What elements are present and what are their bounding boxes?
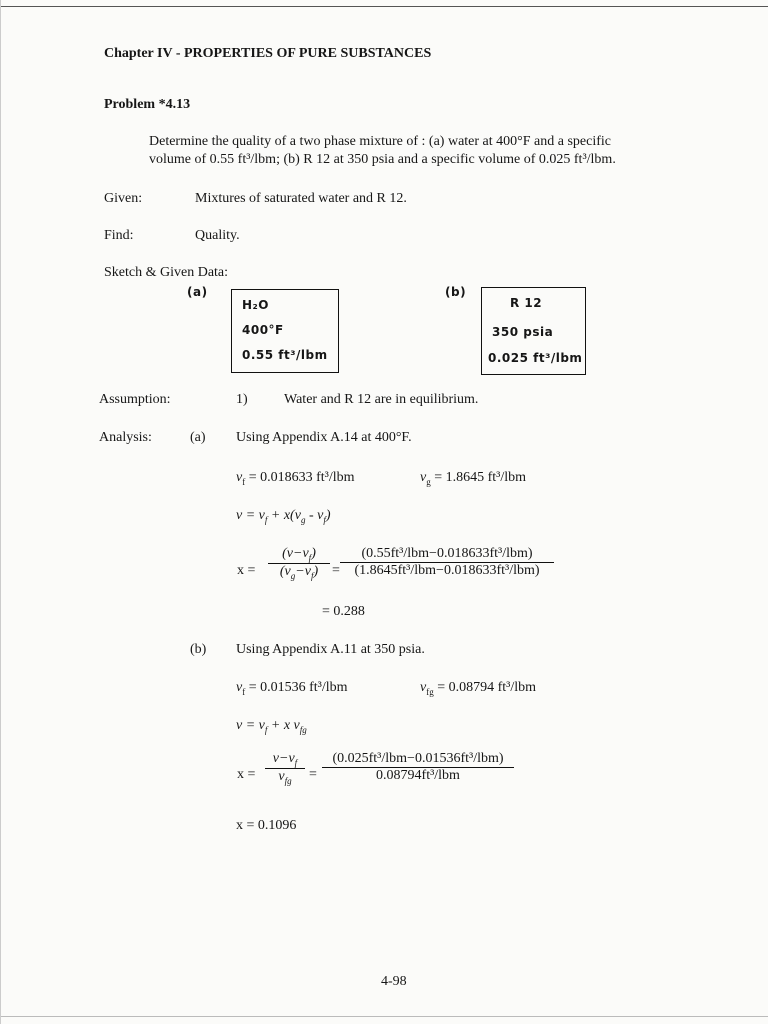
sketch-b-tag: (b) [445, 285, 467, 299]
sketch-a-volume: 0.55 ft³/lbm [242, 348, 328, 362]
scan-top-rule [0, 6, 768, 7]
assumption-text: Water and R 12 are in equilibrium. [284, 392, 479, 407]
statement-line-2: volume of 0.55 ft³/lbm; (b) R 12 at 350 psia and a specific volume of 0.025 ft³/lbm. [149, 152, 616, 167]
part-a-tag: (a) [190, 430, 206, 445]
part-b-relation: $v = v_f + x$ $v_{fg}$ [236, 718, 307, 735]
sketch-a-temperature: 400°F [242, 323, 284, 337]
part-b-numeric-fraction: (0.025ft³/lbm−0.01536ft³/lbm) 0.08794ft³/lbm [322, 751, 514, 784]
part-a-vg: $v_g = 1.8645$ ft³/lbm [420, 470, 527, 487]
scan-bottom-rule [0, 1016, 768, 1017]
given-text: Mixtures of saturated water and R 12. [195, 191, 407, 206]
part-b-equals: = [309, 767, 317, 782]
assumption-label: Assumption: [99, 392, 171, 407]
sketch-a-substance: H₂O [242, 298, 269, 312]
part-b-tag: (b) [190, 642, 207, 657]
sketch-a-box [231, 289, 339, 373]
part-b-x-lhs: x = [237, 767, 256, 782]
part-a-vf: $v_f = 0.018633$ ft³/lbm [236, 470, 355, 487]
given-label: Given: [104, 191, 143, 206]
scan-left-edge [0, 0, 1, 1024]
chapter-title: Chapter IV - PROPERTIES OF PURE SUBSTANCES [104, 46, 432, 61]
part-a-intro: Using Appendix A.14 at 400°F. [236, 430, 412, 445]
part-b-result: x = 0.1096 [236, 818, 297, 833]
statement-line-1: Determine the quality of a two phase mixture of : (a) water at 400°F and a specific [149, 134, 611, 149]
sketch-label: Sketch & Given Data: [104, 265, 229, 280]
sketch-b-substance: R 12 [510, 296, 543, 310]
part-a-symbolic-fraction: $\frac{(v-v_f)}{(v_g-v_f)}$ [268, 546, 330, 581]
part-a-relation: $v = v_f + x(v_g - v_f)$ [236, 508, 331, 525]
part-b-vf: $v_f = 0.01536$ ft³/lbm [236, 680, 348, 697]
part-a-equals: = [332, 563, 340, 578]
analysis-label: Analysis: [99, 430, 152, 445]
part-a-x-lhs: x = [237, 563, 256, 578]
assumption-number: 1) [236, 392, 248, 407]
problem-number: Problem *4.13 [104, 97, 191, 112]
sketch-a-tag: (a) [187, 285, 208, 299]
sketch-b-pressure: 350 psia [492, 325, 554, 339]
sketch-b-box [481, 287, 586, 375]
part-a-result: = 0.288 [322, 604, 365, 619]
find-label: Find: [104, 228, 134, 243]
part-a-numeric-fraction: (0.55ft³/lbm−0.018633ft³/lbm) (1.8645ft³/lbm−0.018633ft³/lbm) [340, 546, 554, 579]
part-b-vfg: $v_{fg} = 0.08794$ ft³/lbm [420, 680, 537, 697]
find-text: Quality. [195, 228, 240, 243]
page-number: 4-98 [381, 974, 407, 989]
sketch-b-volume: 0.025 ft³/lbm [488, 351, 583, 365]
part-b-symbolic-fraction: $v-v_f$ $v_{fg}$ [265, 751, 305, 786]
part-b-intro: Using Appendix A.11 at 350 psia. [236, 642, 425, 657]
